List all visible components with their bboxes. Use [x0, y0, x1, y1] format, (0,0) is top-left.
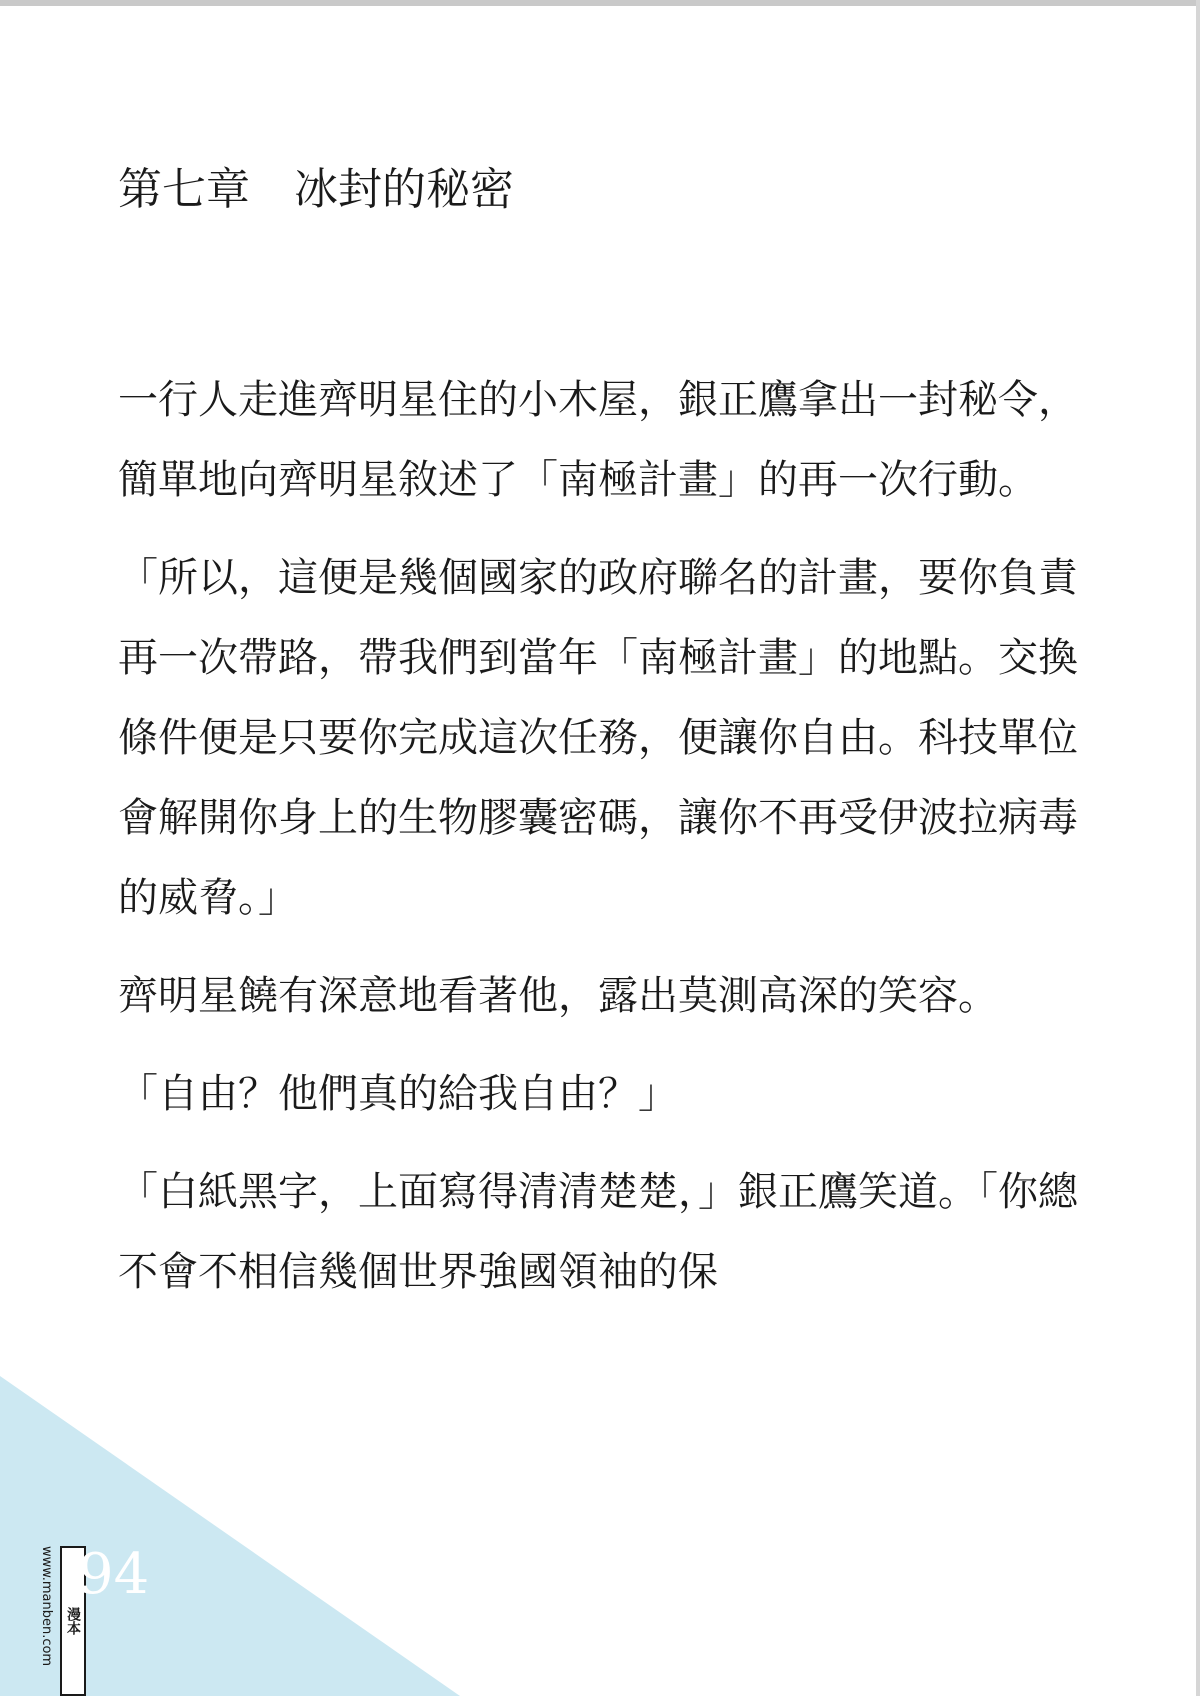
chapter-title: 第七章 冰封的秘密 — [118, 164, 514, 215]
page-number: 94 — [78, 1542, 150, 1607]
watermark-logo: 漫本 — [60, 1546, 86, 1696]
paragraph: 齊明星饒有深意地看著他，露出莫測高深的笑容。 — [118, 973, 998, 1019]
body-text — [118, 360, 1093, 1330]
paragraph: 一行人走進齊明星住的小木屋，銀正鷹拿出一封秘令，簡單地向齊明星敘述了「南極計畫」的再一次行動。 — [118, 377, 1078, 503]
paragraph: 「自由？他們真的給我自由？」 — [118, 1071, 678, 1117]
page-edge-top — [0, 0, 1200, 6]
watermark-url: www.manben.com — [39, 1546, 54, 1667]
page-edge-right — [1196, 0, 1200, 1696]
paragraph: 「所以，這便是幾個國家的政府聯名的計畫，要你負責再一次帶路，帶我們到當年「南極計畫」的地點。交換條件便是只要你完成這次任務，便讓你自由。科技單位會解開你身上的生物膠囊密碼，讓你不再受伊波拉病毒的威脅。」 — [118, 555, 1078, 921]
paragraph: 「白紙黑字，上面寫得清清楚楚，」銀正鷹笑道。「你總不會不相信幾個世界強國領袖的保 — [118, 1169, 1078, 1295]
